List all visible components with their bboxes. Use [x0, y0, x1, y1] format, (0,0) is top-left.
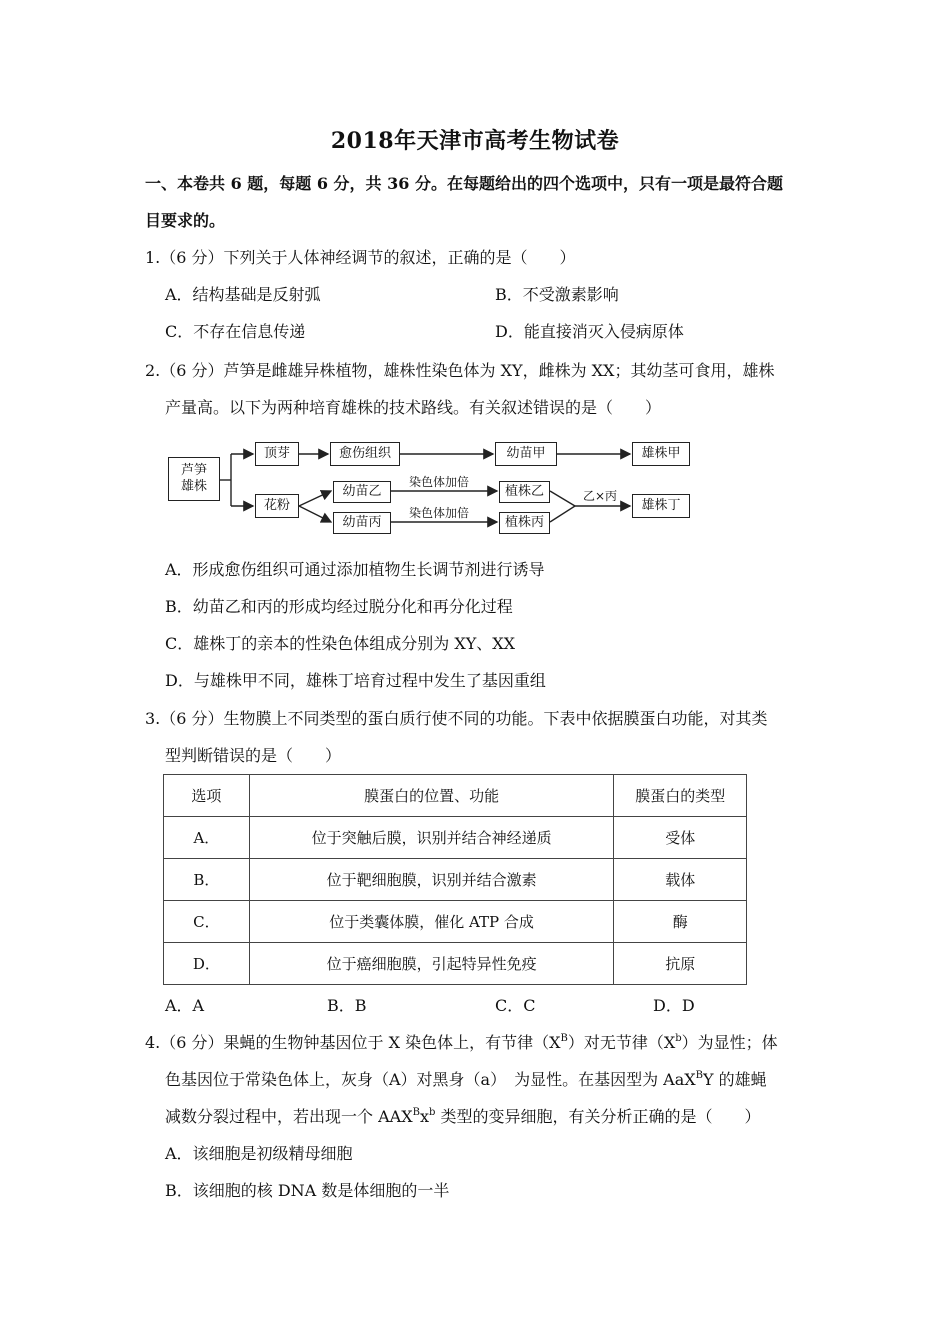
q4-stem-line1: 4.（6 分）果蝇的生物钟基因位于 X 染色体上，有节律$(X^B)$对无节律$(X^b)$为显性；体: [145, 1033, 778, 1052]
table-cell: 酶: [614, 901, 747, 943]
table-cell: 位于突触后膜，识别并结合神经递质: [249, 817, 614, 859]
q3-stem-line2: 型判断错误的是（ ）: [165, 746, 342, 765]
q2-stem-line1: 2.（6 分）芦笋是雌雄异株植物，雄株性染色体为 XY，雌株为 XX；其幼茎可食用，雄株: [145, 361, 775, 380]
q4-stem-line2: 色基因位于常染色体上，灰身（A）对黑身（a） 为显性。在基因型为 AaX$^B$Y 的雄蝇: [165, 1070, 767, 1089]
table-header-cell: 膜蛋白的位置、功能: [249, 775, 614, 817]
source-box-asparagus-male: [168, 457, 220, 501]
box-male-ding: 雄株丁: [632, 494, 690, 518]
table-cell: D．: [164, 943, 250, 985]
table-header-row: [164, 775, 747, 817]
table-header-cell: 膜蛋白的类型: [614, 775, 747, 817]
table-cell: 载体: [614, 859, 747, 901]
q4-option-b: B．该细胞的核 DNA 数是体细胞的一半: [165, 1181, 450, 1200]
q1-option-d: D．能直接消灭入侵病原体: [495, 322, 684, 341]
table-row: [164, 859, 747, 901]
q3-answer-d: D．D: [653, 996, 695, 1015]
box-seedling-bing: 幼苗丙: [333, 512, 391, 534]
table-header-cell: 选项: [164, 775, 250, 817]
table-cell: 受体: [614, 817, 747, 859]
label-chromosome-doubling-1: 染色体加倍: [409, 475, 470, 489]
q4-option-a: A．该细胞是初级精母细胞: [165, 1144, 353, 1163]
breeding-flow-diagram: [163, 436, 703, 536]
box-seedling-yi: 幼苗乙: [333, 481, 391, 503]
q1-option-b: B．不受激素影响: [495, 285, 619, 304]
membrane-protein-table: [163, 774, 747, 985]
box-plant-bing: 植株丙: [499, 512, 550, 534]
section-instruction-line2: 目要求的。: [145, 211, 226, 230]
q2-option-b: B．幼苗乙和丙的形成均经过脱分化和再分化过程: [165, 597, 513, 616]
table-row: [164, 943, 747, 985]
table-cell: 位于类囊体膜，催化 ATP 合成: [249, 901, 614, 943]
page-title: 2018年天津市高考生物试卷: [330, 128, 620, 154]
label-chromosome-doubling-2: 染色体加倍: [409, 506, 470, 520]
table-cell: A．: [164, 817, 250, 859]
q1-stem: 1.（6 分）下列关于人体神经调节的叙述，正确的是（ ）: [145, 248, 576, 267]
table-row: [164, 901, 747, 943]
table-cell: 位于癌细胞膜，引起特异性免疫: [249, 943, 614, 985]
q3-stem-line1: 3.（6 分）生物膜上不同类型的蛋白质行使不同的功能。下表中依据膜蛋白功能，对其类: [145, 709, 768, 728]
q1-option-c: C．不存在信息传递: [165, 322, 306, 341]
table-cell: 位于靶细胞膜，识别并结合激素: [249, 859, 614, 901]
table-cell: C．: [164, 901, 250, 943]
box-male-jia: 雄株甲: [632, 442, 690, 466]
q2-stem-line2: 产量高。以下为两种培育雄株的技术路线。有关叙述错误的是（ ）: [165, 398, 662, 417]
q2-option-a: A．形成愈伤组织可通过添加植物生长调节剂进行诱导: [165, 560, 545, 579]
q3-answer-a: A．A: [165, 996, 205, 1015]
table-row: [164, 817, 747, 859]
label-cross-yi-bing: 乙×丙: [583, 489, 618, 503]
box-apical-bud: 顶芽: [255, 442, 299, 466]
table-cell: B．: [164, 859, 250, 901]
q4-stem-line3: 减数分裂过程中，若出现一个 $AAX^Bx^b$ 类型的变异细胞，有关分析正确的是（ ）: [165, 1107, 761, 1126]
box-callus: 愈伤组织: [330, 442, 400, 466]
box-pollen: 花粉: [255, 494, 299, 518]
source-label-line1: 芦笋: [180, 463, 207, 478]
q3-answer-b: B．B: [327, 996, 367, 1015]
q1-option-a: A．结构基础是反射弧: [165, 285, 321, 304]
box-seedling-jia: 幼苗甲: [495, 442, 557, 466]
q2-option-c: C．雄株丁的亲本的性染色体组成分别为 XY、XX: [165, 634, 516, 653]
box-plant-yi: 植株乙: [499, 481, 550, 503]
source-label-line2: 雄株: [180, 479, 207, 494]
section-instruction-line1: 一、本卷共 6 题，每题 6 分，共 36 分。在每题给出的四个选项中，只有一项是最符合题: [145, 174, 783, 193]
q3-answer-c: C．C: [495, 996, 536, 1015]
q2-option-d: D．与雄株甲不同，雄株丁培育过程中发生了基因重组: [165, 671, 546, 690]
table-cell: 抗原: [614, 943, 747, 985]
